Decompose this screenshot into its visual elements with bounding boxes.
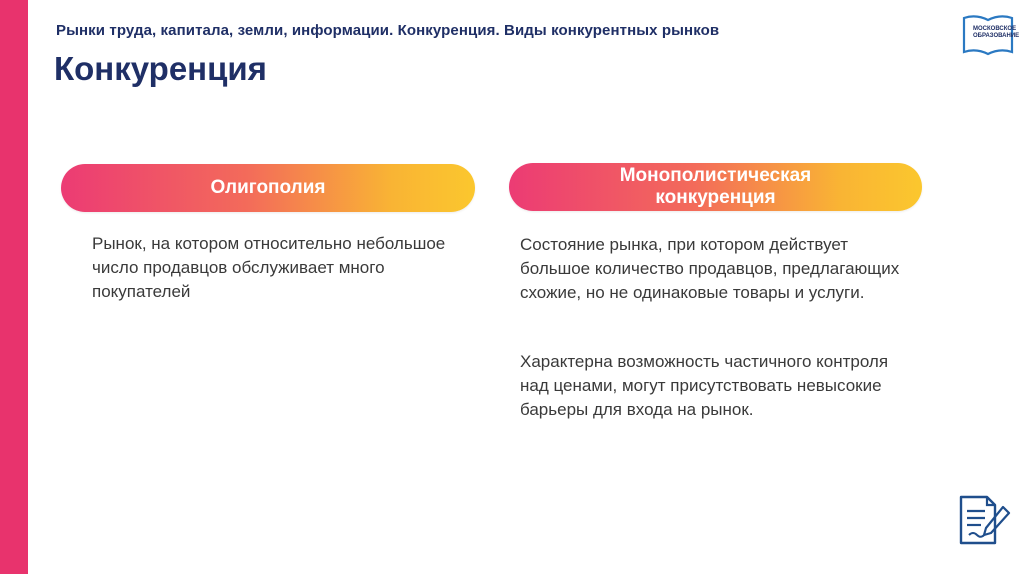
- oligopoly-label-pill: Олигополия: [61, 164, 475, 212]
- monopolistic-competition-description-2: Характерна возможность частичного контроля над ценами, могут присутствовать невысокие барьеры для входа на рынок.: [520, 352, 889, 419]
- logo-text-line1: МОСКОВСКОЕ: [973, 26, 1017, 32]
- slide-subtitle: Рынки труда, капитала, земли, информации. Конкуренция. Виды конкурентных рынков: [56, 22, 720, 39]
- accent-bar: [0, 0, 28, 574]
- slide-title: Конкуренция: [54, 50, 267, 87]
- monopolistic-competition-label-pill: [509, 163, 922, 211]
- logo-text-line2: ОБРАЗОВАНИЕ: [973, 33, 1020, 39]
- oligopoly-description: Рынок, на котором относительно небольшое число продавцов обслуживает много покупателей: [92, 234, 446, 301]
- document-edit-icon: [955, 493, 1011, 549]
- logo-text: [973, 26, 1019, 40]
- moscow-education-logo: [958, 12, 1018, 58]
- monopolistic-competition-label: Монополистическая конкуренция: [619, 165, 812, 208]
- monopolistic-competition-description: Состояние рынка, при котором действует большое количество продавцов, предлагающих схожие, но не одинаковые товары и услуги.: [520, 235, 900, 302]
